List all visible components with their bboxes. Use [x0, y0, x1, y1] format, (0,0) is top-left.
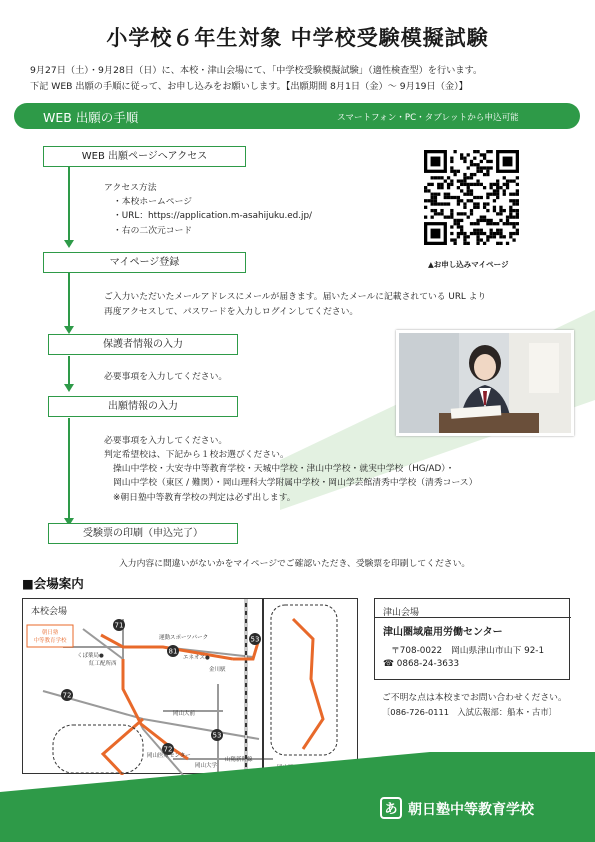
- map-label: 金川駅: [209, 667, 226, 673]
- map-label: 運動スポーツパーク: [159, 635, 209, 641]
- flow-arrow: [64, 240, 74, 248]
- route-72-marker: 72: [62, 691, 72, 700]
- map-label: エネオス●: [183, 655, 210, 661]
- tsuyama-venue-name: 津山圏域雇用労働センター: [383, 627, 503, 638]
- access-item: ・本校ホームページ: [113, 197, 192, 207]
- school-name: 朝日塾中等教育学校: [408, 802, 534, 818]
- application-text: 必要事項を入力してください。: [104, 436, 228, 446]
- map-label: くば薬局●: [77, 653, 104, 659]
- venue-heading: ■会場案内: [22, 576, 84, 591]
- student-photo: [396, 330, 574, 436]
- school-marker-label: 中等教育学校: [33, 638, 67, 644]
- map-label: 岡山大前: [173, 711, 196, 717]
- route-81-marker: 81: [168, 647, 178, 656]
- device-note: スマートフォン・PC・タブレットから申込可能: [337, 113, 519, 123]
- step-print-ticket: 受験票の印刷（申込完了）: [48, 523, 238, 544]
- route-71-marker: 71: [114, 621, 124, 630]
- svg-text:あ: あ: [384, 802, 398, 817]
- step-web-access: WEB 出願ページへアクセス: [43, 146, 246, 167]
- intro-line-1: 9月27日（土）・9月28日（日）に、本校・津山会場にて、「中学校受験模擬試験」（適性検査型）を行います。: [30, 65, 483, 76]
- flow-line: [68, 418, 70, 518]
- asahijuku-note: ※朝日塾中等教育学校の判定は必ず出します。: [113, 493, 296, 503]
- qr-code-icon[interactable]: [424, 150, 519, 245]
- flow-arrow: [64, 384, 74, 392]
- school-list: 岡山中学校（東区 / 難関）・岡山理科大学附属中学校・岡山学芸館清秀中学校（清秀コース）: [113, 478, 478, 488]
- page-title: 小学校６年生対象 中学校受験模擬試験: [106, 26, 489, 50]
- phone-icon: ☎: [383, 659, 394, 669]
- flow-arrow: [64, 326, 74, 334]
- access-url[interactable]: ・URL：https://application.m-asahijuku.ed.jp/: [113, 211, 313, 221]
- contact-line-2[interactable]: 〔086-726-0111 入試広報部：船本・古市〕: [382, 707, 557, 717]
- step-mypage-register: マイページ登録: [43, 252, 246, 273]
- flow-line: [68, 166, 70, 240]
- tsuyama-venue-tel: [383, 659, 459, 669]
- access-item: ・右の二次元コード: [113, 226, 193, 236]
- intro-line-2: 下記 WEB 出願の手順に従って、お申し込みをお願いします。【出願期間 8月1日（金）〜 9月19日（金）】: [30, 81, 468, 92]
- tsuyama-venue-phone[interactable]: 0868-24-3633: [396, 659, 460, 669]
- print-text: 入力内容に間違いがないかをマイページでご確認いただき、受験票を印刷してください。: [119, 559, 471, 569]
- school-marker-label: 朝日塾: [41, 630, 59, 636]
- map-label: 紅工配所西: [89, 661, 117, 667]
- tsuyama-venue-box: [374, 598, 570, 680]
- qr-caption: ▲お申し込みマイページ: [428, 260, 509, 269]
- mypage-text: 再度アクセスして、パスワードを入力しログインしてください。: [104, 307, 359, 317]
- access-heading: アクセス方法: [104, 183, 157, 193]
- step-guardian-info: 保護者情報の入力: [48, 334, 238, 355]
- mypage-text: ご入力いただいたメールアドレスにメールが届きます。届いたメールに記載されている URL より: [104, 292, 487, 302]
- tsuyama-venue-label: 津山会場: [383, 608, 420, 618]
- route-53-marker: 53: [250, 635, 260, 644]
- footer-band: [0, 752, 595, 842]
- guardian-text: 必要事項を入力してください。: [104, 372, 228, 382]
- school-logo-icon: [380, 797, 402, 819]
- flow-line: [68, 356, 70, 384]
- map-label: 岡山医療センター: [147, 753, 191, 759]
- web-procedure-heading: WEB 出願の手順: [43, 110, 139, 125]
- flow-line: [68, 273, 70, 326]
- contact-line-1: ご不明な点は本校までお問い合わせください。: [382, 693, 567, 703]
- map-label: 岡山大学: [195, 763, 218, 769]
- map-label: 山陽新幹線: [225, 757, 253, 763]
- main-venue-map: [22, 598, 358, 774]
- main-venue-label: 本校会場: [31, 607, 68, 617]
- route-53-marker: 53: [212, 731, 222, 740]
- school-list: 操山中学校・大安寺中等教育学校・天城中学校・津山中学校・就実中学校（HG/AD）・: [113, 464, 455, 474]
- step-application-info: 出願情報の入力: [48, 396, 238, 417]
- route-72-marker: 72: [163, 745, 173, 754]
- application-text: 判定希望校は、下記から１校お選びください。: [104, 450, 289, 460]
- tsuyama-venue-address: 〒708-0022 岡山県津山市山下 92-1: [391, 646, 545, 656]
